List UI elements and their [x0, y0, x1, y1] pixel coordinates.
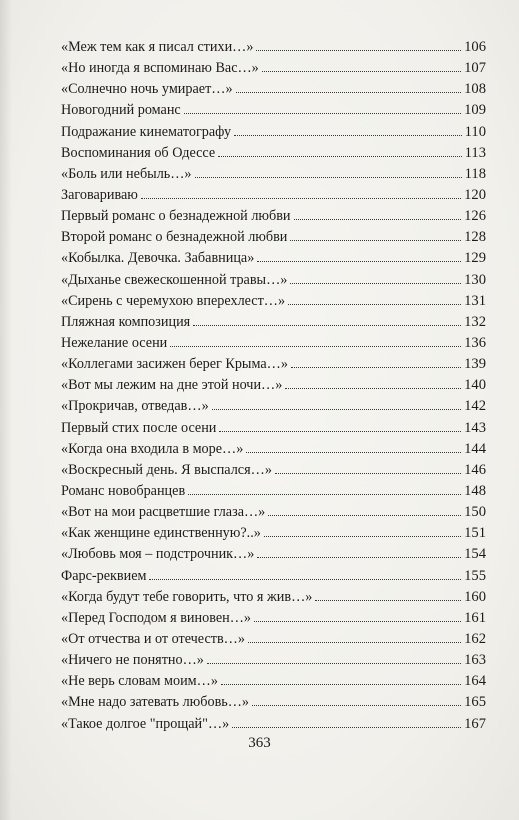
toc-entry — [61, 523, 486, 544]
toc-entry-title: «Сирень с черемухою вперехлест…» — [61, 292, 286, 309]
toc-entry — [61, 481, 486, 502]
table-of-contents — [61, 37, 486, 735]
toc-dot-leader — [252, 704, 461, 706]
toc-entry — [61, 650, 486, 671]
toc-entry — [61, 312, 486, 333]
toc-entry-title: «Перед Господом я виновен…» — [61, 609, 251, 626]
toc-entry — [61, 354, 486, 375]
toc-dot-leader — [207, 662, 461, 664]
toc-entry-page: 107 — [464, 60, 486, 77]
toc-entry-page: 118 — [464, 165, 486, 182]
toc-dot-leader — [221, 683, 461, 685]
toc-entry-page: 130 — [464, 271, 486, 288]
toc-entry — [61, 79, 486, 100]
toc-dot-leader — [275, 472, 461, 474]
toc-dot-leader — [188, 493, 461, 495]
toc-dot-leader — [291, 366, 461, 368]
toc-entry-title: «Меж тем как я писал стихи…» — [61, 39, 254, 55]
page-edge-shadow — [0, 0, 12, 820]
toc-entry-page: 113 — [464, 144, 486, 161]
toc-entry-title: «Как женщине единственную?..» — [61, 525, 261, 542]
toc-dot-leader — [149, 578, 461, 580]
toc-dot-leader — [262, 70, 461, 72]
toc-entry — [61, 439, 486, 460]
toc-entry-page: 154 — [464, 546, 486, 563]
toc-entry-page: 144 — [464, 440, 486, 457]
toc-entry-page: 108 — [464, 81, 486, 98]
toc-dot-leader — [246, 451, 461, 453]
toc-entry-title: Подражание кинематографу — [61, 123, 232, 140]
toc-entry-title: Второй романс о безнадежной любви — [61, 229, 288, 246]
toc-dot-leader — [212, 408, 461, 410]
toc-dot-leader — [290, 282, 461, 284]
toc-entry — [61, 185, 486, 206]
toc-dot-leader — [256, 49, 461, 51]
toc-entry-page: 140 — [464, 377, 486, 394]
toc-dot-leader — [315, 599, 461, 601]
toc-entry — [61, 714, 486, 735]
toc-entry-title: Заговариваю — [61, 186, 138, 203]
toc-entry-page: 136 — [464, 334, 486, 351]
toc-entry — [61, 375, 486, 396]
toc-entry-title: Новогодний романс — [61, 102, 181, 119]
toc-entry-title: «Воскресный день. Я выспался…» — [61, 461, 272, 478]
toc-dot-leader — [294, 218, 462, 220]
toc-entry-page: 161 — [464, 609, 486, 626]
toc-entry-title: Первый романс о безнадежной любви — [61, 208, 291, 225]
toc-entry-title: «Когда будут тебе говорить, что я жив…» — [61, 588, 313, 605]
toc-entry-title: «Когда она входила в море…» — [61, 440, 244, 457]
toc-entry — [61, 37, 486, 58]
toc-entry-page: 163 — [464, 652, 486, 669]
toc-entry-title: «Мне надо затевать любовь…» — [61, 694, 250, 711]
page-number: 363 — [248, 735, 271, 751]
toc-dot-leader — [236, 91, 462, 93]
toc-entry-title: «Боль или небыль…» — [61, 165, 192, 182]
toc-dot-leader — [288, 303, 461, 305]
toc-entry-title: «Прокричав, отведав…» — [61, 398, 209, 415]
toc-entry — [61, 502, 486, 523]
toc-entry — [61, 270, 486, 291]
toc-dot-leader — [257, 556, 461, 558]
toc-entry-title: «Коллегами засижен берег Крыма…» — [61, 356, 288, 373]
toc-entry-title: «Но иногда я вспоминаю Вас…» — [61, 60, 259, 77]
toc-entry-page: 146 — [464, 461, 486, 478]
toc-entry-title: «Дыханье свежескошенной травы…» — [61, 271, 288, 288]
toc-dot-leader — [184, 112, 461, 114]
toc-entry-title: «Такое долгое "прощай"…» — [61, 715, 230, 732]
toc-entry — [61, 544, 486, 565]
toc-entry — [61, 227, 486, 248]
toc-dot-leader — [232, 726, 461, 728]
toc-entry-title: Романс новобранцев — [61, 482, 186, 499]
toc-entry — [61, 100, 486, 121]
toc-entry — [61, 291, 486, 312]
toc-entry — [61, 396, 486, 417]
toc-entry-title: «Любовь моя – подстрочник…» — [61, 546, 255, 563]
toc-entry-page: 167 — [464, 715, 486, 732]
toc-entry-title: Нежелание осени — [61, 334, 168, 351]
toc-dot-leader — [285, 387, 461, 389]
toc-dot-leader — [264, 535, 461, 537]
toc-dot-leader — [248, 641, 461, 643]
toc-entry-title: «Вот мы лежим на дне этой ночи…» — [61, 377, 283, 394]
toc-entry-page: 120 — [464, 186, 486, 203]
toc-entry-page: 139 — [464, 356, 486, 373]
toc-dot-leader — [257, 260, 461, 262]
toc-entry — [61, 608, 486, 629]
toc-entry-page: 129 — [464, 250, 486, 267]
toc-entry-page: 162 — [464, 630, 486, 647]
toc-entry-title: Фарс-реквием — [61, 567, 147, 584]
toc-dot-leader — [170, 345, 461, 347]
toc-entry-page: 151 — [464, 525, 486, 542]
toc-entry-page: 106 — [464, 39, 486, 55]
toc-entry — [61, 58, 486, 79]
toc-entry-page: 110 — [464, 123, 486, 140]
toc-dot-leader — [219, 430, 461, 432]
toc-entry-page: 143 — [464, 419, 486, 436]
toc-entry — [61, 122, 486, 143]
toc-entry-page: 132 — [464, 313, 486, 330]
toc-entry-page: 155 — [464, 567, 486, 584]
toc-entry — [61, 164, 486, 185]
toc-entry — [61, 692, 486, 713]
toc-entry-title: «Кобылка. Девочка. Забавница» — [61, 250, 255, 267]
toc-entry-page: 126 — [464, 208, 486, 225]
toc-entry — [61, 460, 486, 481]
toc-entry — [61, 587, 486, 608]
toc-entry — [61, 143, 486, 164]
toc-entry — [61, 206, 486, 227]
toc-entry-title: «Солнечно ночь умирает…» — [61, 81, 233, 98]
toc-dot-leader — [290, 239, 461, 241]
toc-dot-leader — [268, 514, 461, 516]
toc-entry — [61, 671, 486, 692]
toc-entry — [61, 629, 486, 650]
toc-entry-page: 148 — [464, 482, 486, 499]
toc-entry-page: 131 — [464, 292, 486, 309]
toc-dot-leader — [195, 176, 462, 178]
toc-entry-page: 150 — [464, 504, 486, 521]
toc-dot-leader — [141, 197, 461, 199]
toc-entry-title: «От отчества и от отечеств…» — [61, 630, 245, 647]
toc-dot-leader — [193, 324, 461, 326]
toc-entry — [61, 566, 486, 587]
toc-entry-title: «Ничего не понятно…» — [61, 652, 204, 669]
toc-entry-page: 142 — [464, 398, 486, 415]
toc-entry — [61, 418, 486, 439]
toc-dot-leader — [254, 620, 461, 622]
toc-entry-title: Пляжная композиция — [61, 313, 191, 330]
toc-entry — [61, 333, 486, 354]
toc-dot-leader — [218, 155, 461, 157]
toc-entry — [61, 248, 486, 269]
toc-entry-page: 109 — [464, 102, 486, 119]
toc-entry-page: 165 — [464, 694, 486, 711]
toc-entry-page: 128 — [464, 229, 486, 246]
toc-entry-page: 160 — [464, 588, 486, 605]
toc-entry-title: «Вот на мои расцветшие глаза…» — [61, 504, 266, 521]
toc-entry-title: Воспоминания об Одессе — [61, 144, 216, 161]
toc-entry-title: «Не верь словам моим…» — [61, 673, 218, 690]
toc-dot-leader — [234, 134, 462, 136]
toc-entry-page: 164 — [464, 673, 486, 690]
toc-entry-title: Первый стих после осени — [61, 419, 217, 436]
